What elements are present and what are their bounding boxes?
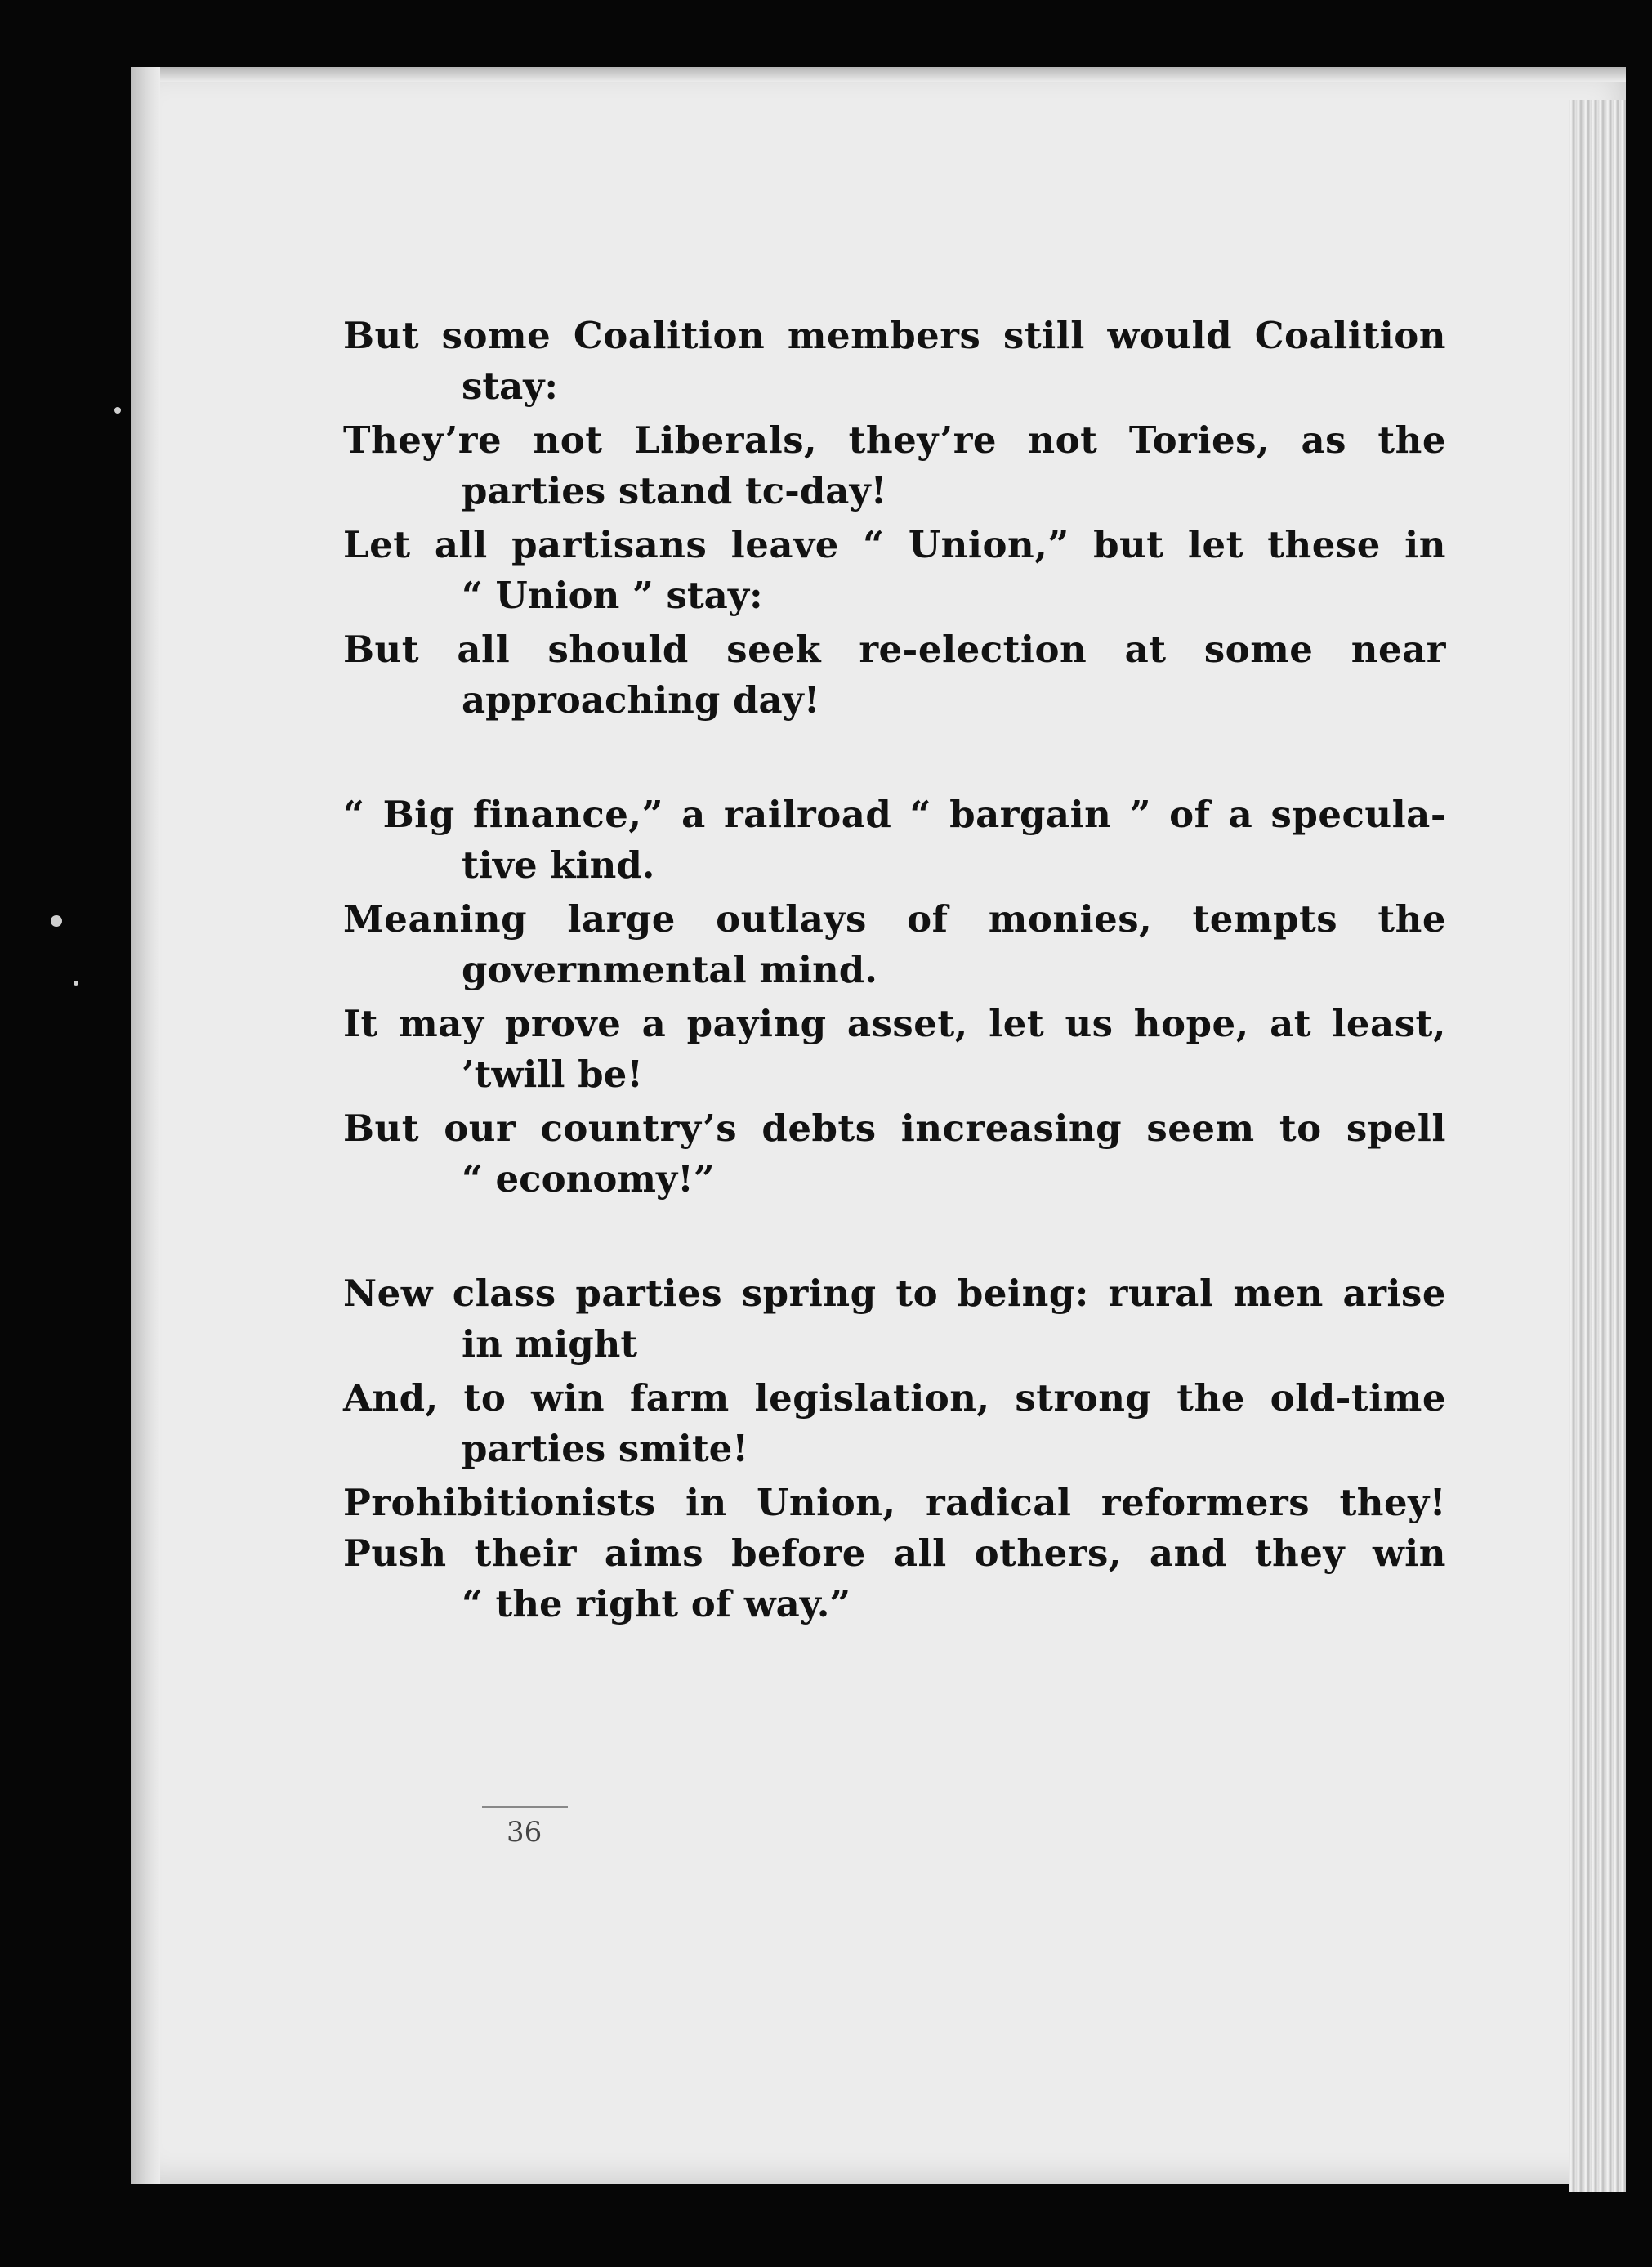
verse-line: Meaning large outlays of monies, tempts the [343, 897, 1446, 941]
verse-continuation: approaching day! [462, 678, 820, 722]
verse-line: They’re not Liberals, they’re not Tories, as the [343, 418, 1446, 462]
page-top-shadow [131, 67, 1626, 82]
scan-speck [51, 915, 62, 927]
page-gutter-shadow [131, 67, 160, 2184]
verse-line: And, to win farm legislation, strong the old-time [343, 1376, 1446, 1420]
page-fore-edge [1569, 100, 1626, 2192]
verse-line: New class parties spring to being: rural men arise [343, 1272, 1446, 1315]
verse-continuation: “ Union ” stay: [462, 574, 763, 617]
verse-continuation: parties smite! [462, 1427, 749, 1470]
verse-continuation: in might [462, 1322, 638, 1366]
verse-line: It may prove a paying asset, let us hope, at least, [343, 1002, 1446, 1045]
scan-speck [74, 981, 78, 986]
page-number: 36 [507, 1816, 542, 1849]
verse-line: Let all partisans leave “ Union,” but let these in [343, 523, 1446, 566]
verse-continuation: ’twill be! [462, 1053, 643, 1096]
verse-continuation: governmental mind. [462, 948, 877, 991]
verse-continuation: “ economy!” [462, 1157, 715, 1201]
verse-line: “ Big finance,” a railroad “ bargain ” of a specula- [343, 793, 1446, 836]
verse-continuation: tive kind. [462, 843, 655, 887]
poem-text [343, 311, 1446, 1693]
stanza [343, 1268, 1446, 1630]
verse-line: Prohibitionists in Union, radical reformers they! [343, 1481, 1446, 1524]
verse-line: Push their aims before all others, and they win [343, 1531, 1446, 1575]
stanza [343, 789, 1446, 1205]
page-number-rule [482, 1806, 568, 1808]
stanza [343, 311, 1446, 726]
verse-continuation: stay: [462, 364, 559, 408]
verse-continuation: “ the right of way.” [462, 1582, 851, 1625]
verse-line: But some Coalition members still would Coalition [343, 314, 1446, 357]
verse-line: But our country’s debts increasing seem to spell [343, 1107, 1446, 1150]
scan-speck [114, 407, 121, 414]
verse-line: But all should seek re-election at some near [343, 628, 1446, 671]
verse-continuation: parties stand tc-day! [462, 469, 887, 512]
